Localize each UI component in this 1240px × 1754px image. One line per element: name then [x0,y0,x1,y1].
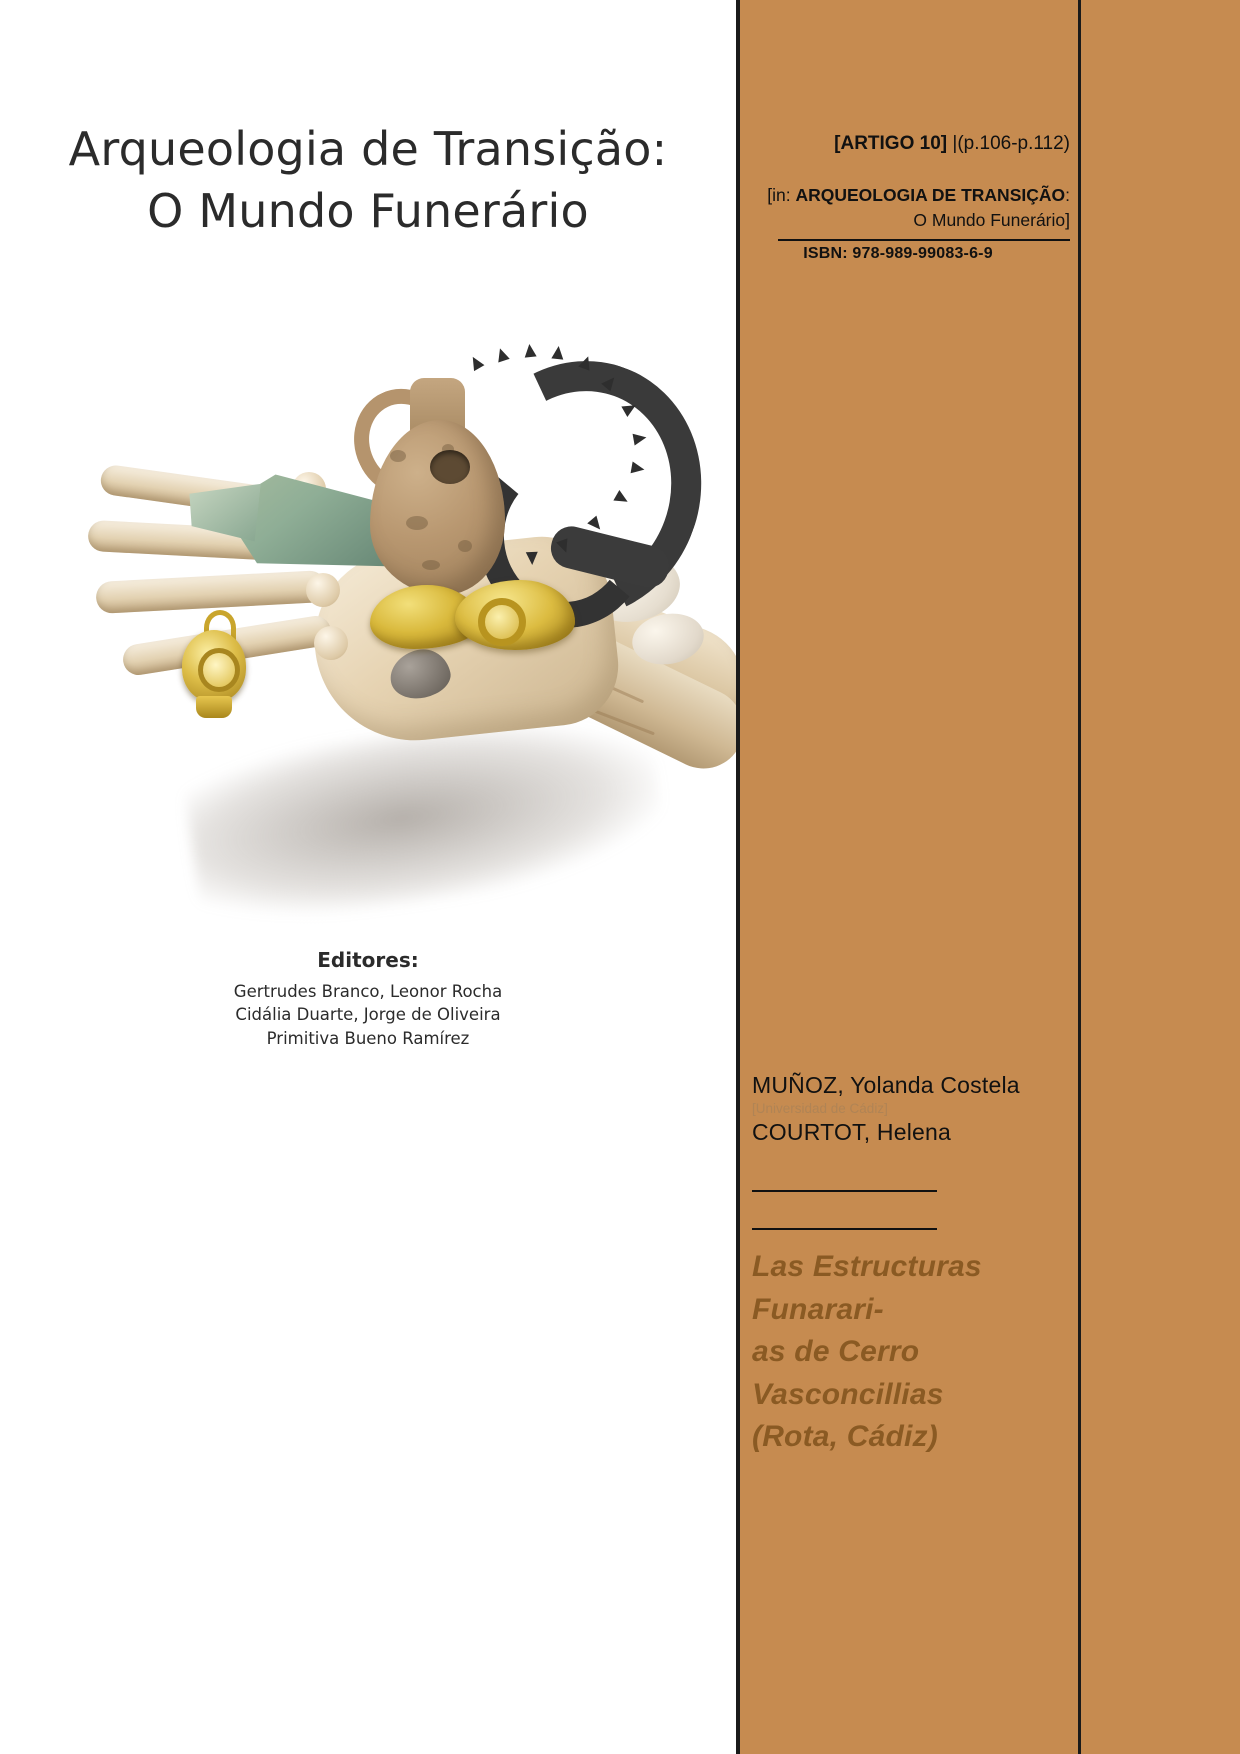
spike [551,345,564,359]
author-name-1: MUÑOZ, Yolanda Costela [752,1072,1020,1098]
knuckle [314,626,348,660]
gold-earring-pendant [196,696,232,718]
cover-title-line-1: Arqueologia de Transição: [68,122,668,176]
skeletal-hand-illustration [70,330,710,930]
article-number-line [740,132,1070,157]
finger-bone [95,570,326,614]
cover-title-line-2: O Mundo Funerário [147,184,589,239]
book-title-colon: : [1065,184,1070,205]
article-title-line-1: Las Estructuras Funarari- [752,1250,982,1326]
gold-earring-disc-inner [198,648,240,692]
spike [633,431,648,445]
knuckle [306,573,340,607]
editors-block [0,948,736,1050]
meta-rule [778,239,1070,241]
authors-rule-top [752,1190,937,1192]
source-book-line [740,183,1070,234]
spike [494,346,509,362]
spike [523,343,536,357]
authors-block [752,1072,1078,1146]
isbn: ISBN: 978-989-99083-6-9 [803,245,993,263]
vessel-mouth [430,450,470,484]
cover-title [0,118,736,242]
editors-label: Editores: [317,948,419,972]
cover-artwork [70,330,710,930]
authors-rule-bottom [752,1228,937,1230]
editor-line: Cidália Duarte, Jorge de Oliveira [235,1005,501,1025]
spike [468,354,485,371]
article-title-line-2: as de Cerro Vasconcillias [752,1335,944,1411]
editor-line: Gertrudes Branco, Leonor Rocha [233,982,503,1001]
article-title-line-3: (Rota, Cádiz) [752,1420,938,1454]
book-subtitle: O Mundo Funerário] [913,210,1070,231]
gold-ring [478,598,526,646]
spike [526,552,538,565]
article-title [752,1246,1082,1459]
editor-line: Primitiva Bueno Ramírez [266,1028,470,1048]
in-prefix: [in: [767,184,796,205]
author-name-2: COURTOT, Helena [752,1118,951,1145]
vertical-divider-right [1078,0,1081,1754]
publication-meta [740,132,1078,263]
spike [631,461,646,475]
book-title-bold: ARQUEOLOGIA DE TRANSIÇÃO [795,184,1066,205]
article-number: [ARTIGO 10] [834,133,948,154]
author-affiliation-1: [Universidad de Cádiz] [752,1101,888,1117]
article-pages: |(p.106-p.112) [952,133,1070,154]
